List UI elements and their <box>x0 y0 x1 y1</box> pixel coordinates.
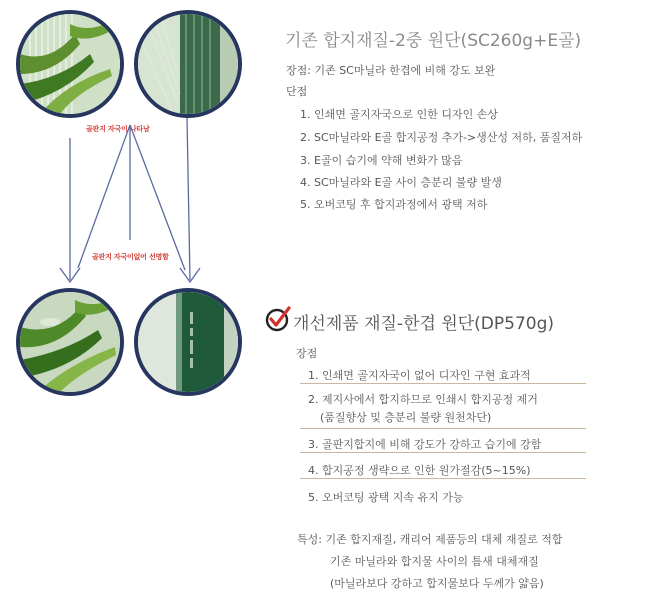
feature-line: 기존 마닐라와 합지물 사이의 틈새 대체재질 <box>330 555 539 568</box>
sample-photo-corrugated-print <box>16 10 124 118</box>
existing-cons-item: 5. 오버코팅 후 합지과정에서 광택 저하 <box>300 198 488 211</box>
existing-pros: 장점: 기존 SC마닐라 한겹에 비해 강도 보완 <box>286 64 496 77</box>
sample-photo-corrugated-side <box>134 10 242 118</box>
caption-corrugated-marks: 골판지 자국이 나타남 <box>86 125 150 133</box>
feature-line: 특성: 기존 합지재질, 캐리어 제품등의 대체 재질로 적합 <box>297 533 563 546</box>
existing-cons-item: 1. 인쇄면 골지자국으로 인한 디자인 손상 <box>300 108 498 121</box>
improved-pros-label: 장점 <box>296 347 318 360</box>
section-title-existing: 기존 합지재질-2중 원단(SC260g+E골) <box>285 31 582 51</box>
check-icon <box>264 305 292 333</box>
existing-cons-item: 2. SC마닐라와 E골 합지공정 추가->생산성 저하, 품질저하 <box>300 131 583 144</box>
caption-no-marks: 골판지 자국이없어 선명함 <box>92 253 169 261</box>
section-title-improved: 개선제품 재질-한겹 원단(DP570g) <box>293 314 555 334</box>
improved-pros-item-note: (품질향상 및 층분리 불량 원천차단) <box>320 411 492 424</box>
improved-pros-item: 2. 제지사에서 합지하므로 인쇄시 합지공정 제거 <box>308 393 538 406</box>
improved-pros-item: 1. 인쇄면 골지자국이 없어 디자인 구현 효과적 <box>308 369 531 382</box>
improved-pros-item: 5. 오버코팅 광택 지속 유지 가능 <box>308 491 464 504</box>
improved-pros-item: 3. 골판지합지에 비해 강도가 강하고 습기에 강함 <box>308 438 542 451</box>
sample-photo-single-sheet-side <box>134 288 242 396</box>
existing-cons-item: 4. SC마닐라와 E골 사이 층분리 불량 발생 <box>300 176 502 189</box>
sample-photo-single-sheet-print <box>16 288 124 396</box>
improved-pros-item: 4. 합지공정 생략으로 인한 원가절감(5~15%) <box>308 464 531 477</box>
existing-cons-label: 단점 <box>286 85 308 98</box>
feature-line: (마닐라보다 강하고 합지물보다 두께가 얇음) <box>330 577 544 590</box>
existing-cons-item: 3. E골이 습기에 약해 변화가 많음 <box>300 154 463 167</box>
